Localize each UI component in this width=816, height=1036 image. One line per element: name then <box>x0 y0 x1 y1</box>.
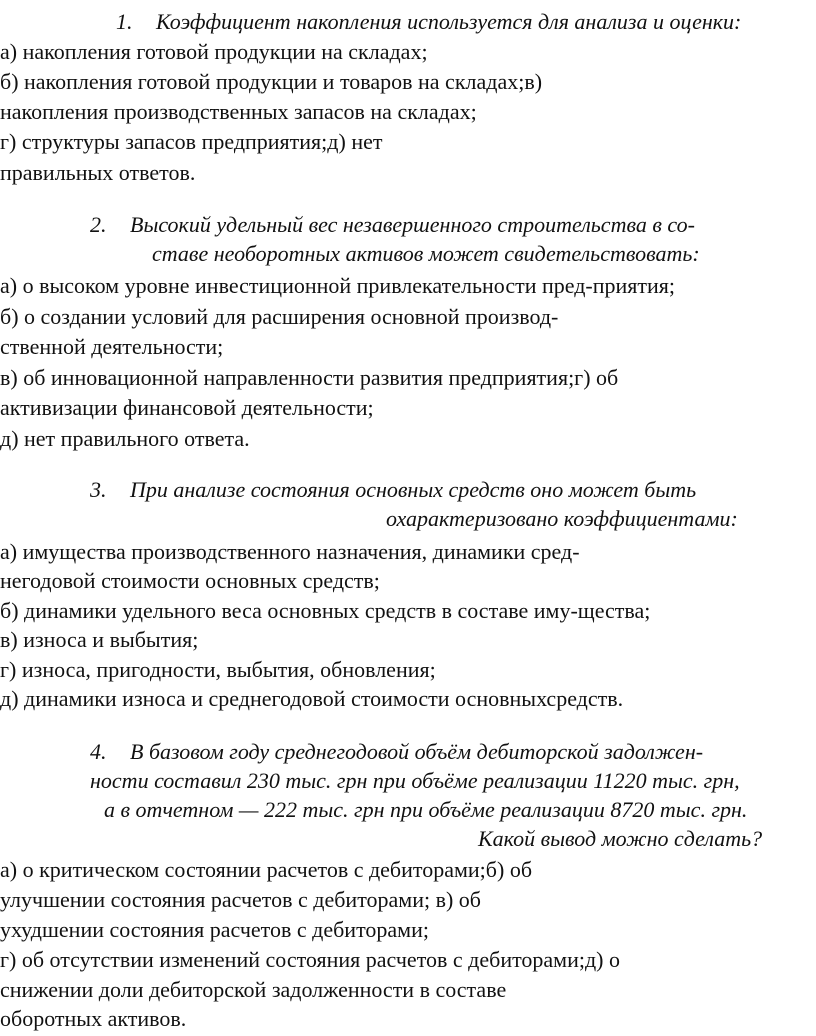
question-2-line-2: ставе необоротных активов может свидетельствовать: <box>152 241 700 266</box>
answer-2-line-2: б) о создании условий для расширения основной производ- <box>0 304 559 329</box>
answer-4-line-4: г) об отсутствии изменений состояния расчетов с дебиторами;д) о <box>0 947 621 972</box>
answer-2-line-3: ственной деятельности; <box>0 334 224 359</box>
answer-1-line-3: накопления производственных запасов на складах; <box>0 99 477 124</box>
answer-4-line-2: улучшении состояния расчетов с дебиторами; в) об <box>0 887 481 912</box>
question-4-line-3: а в отчетном — 222 тыс. грн при объёме реализации 8720 тыс. грн. <box>104 797 748 822</box>
answer-3-line-3: б) динамики удельного веса основных средств в составе иму-щества; <box>0 598 651 623</box>
answer-1-line-1: а) накопления готовой продукции на складах; <box>0 39 428 64</box>
answer-3-line-1: а) имущества производственного назначения, динамики сред- <box>0 539 580 564</box>
question-3-number: 3. <box>90 477 107 502</box>
question-2-number: 2. <box>90 212 107 237</box>
question-4-number: 4. <box>90 739 107 764</box>
answer-4-line-6: оборотных активов. <box>0 1006 187 1031</box>
question-3-line-2: охарактеризовано коэффициентами: <box>386 506 738 531</box>
answer-1-line-2: б) накопления готовой продукции и товаров на складах;в) <box>0 69 543 94</box>
answer-1-line-5: правильных ответов. <box>0 160 196 185</box>
question-2-line-1: 2. Высокий удельный вес незавершенного строительства в со- <box>90 212 695 237</box>
answer-2-line-6: д) нет правильного ответа. <box>0 426 250 451</box>
answer-3-line-4: в) износа и выбытия; <box>0 627 199 652</box>
answer-4-line-1: а) о критическом состоянии расчетов с дебиторами;б) об <box>0 857 533 882</box>
question-4-line-2: ности составил 230 тыс. грн при объёме реализации 11220 тыс. грн, <box>90 768 740 793</box>
question-4-line-4: Какой вывод можно сделать? <box>478 826 763 851</box>
answer-4-line-3: ухудшении состояния расчетов с дебиторами; <box>0 917 429 942</box>
answer-2-line-4: в) об инновационной направленности развития предприятия;г) об <box>0 365 619 390</box>
answer-3-line-6: д) динамики износа и среднегодовой стоимости основныхсредств. <box>0 686 624 711</box>
answer-1-line-4: г) структуры запасов предприятия;д) нет <box>0 129 383 154</box>
answer-2-line-5: активизации финансовой деятельности; <box>0 395 374 420</box>
question-4-line-1: 4. В базовом году среднегодовой объём дебиторской задолжен- <box>90 739 704 764</box>
question-1-line-1: 1. Коэффициент накопления используется для анализа и оценки: <box>116 9 742 34</box>
answer-3-line-2: негодовой стоимости основных средств; <box>0 568 380 593</box>
question-3-line-1: 3. При анализе состояния основных средств оно может быть <box>90 477 697 502</box>
answer-4-line-5: снижении доли дебиторской задолженности в составе <box>0 977 507 1002</box>
answer-3-line-5: г) износа, пригодности, выбытия, обновления; <box>0 657 436 682</box>
answer-2-line-1: а) о высоком уровне инвестиционной привлекательности пред-приятия; <box>0 273 676 298</box>
question-1-number: 1. <box>116 9 133 34</box>
